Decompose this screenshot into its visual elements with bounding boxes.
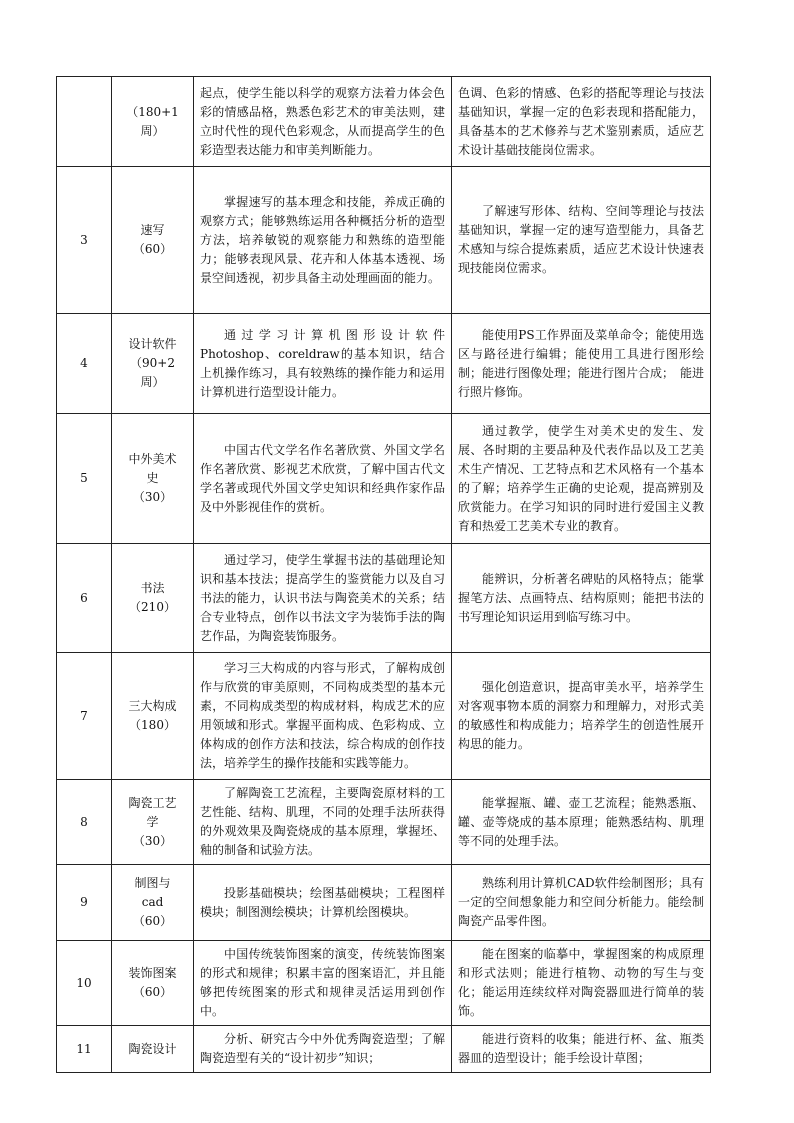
course-name <box>112 1026 194 1073</box>
course-name-line: 周） <box>140 375 165 389</box>
course-requirement-text: 能掌握瓶、罐、壶工艺流程；能熟悉瓶、罐、壶等烧成的基本原理；能熟悉结构、肌理等不同的处理手法。 <box>458 795 704 848</box>
course-name-line: 陶瓷工艺 <box>128 795 177 810</box>
course-content <box>194 414 452 544</box>
course-name-line: 速写 <box>140 223 165 237</box>
course-name-line: 学 <box>146 814 159 829</box>
course-name-line: （60） <box>132 985 173 999</box>
table-row <box>57 77 711 167</box>
course-requirement-text: 了解速写形体、结构、空间等理论与技法基础知识，掌握一定的速写造型能力，具备艺术感知与综合提炼素质，适应艺术设计快速表现技能岗位需求。 <box>458 204 704 275</box>
course-name-line: 设计软件 <box>128 337 177 351</box>
course-requirement-text: 能进行资料的收集；能进行杯、盆、瓶类器皿的造型设计；能手绘设计草图； <box>458 1032 704 1065</box>
course-content-text: 投影基础模块；绘图基础模块；工程图样模块；制图测绘模块；计算机绘图模块。 <box>200 885 445 919</box>
course-requirement <box>452 414 711 544</box>
course-name-line: （180+1 <box>126 104 179 119</box>
course-requirement-text: 能辨识，分析著名碑贴的风格特点；能掌握笔方法、点画特点、结构原则；能把书法的书写理论知识运用到临写练习中。 <box>458 571 704 624</box>
course-table <box>56 76 711 1073</box>
row-number: 9 <box>57 865 112 941</box>
course-content <box>194 653 452 780</box>
course-content-text: 起点，使学生能以科学的观察方法着力体会色彩的情感品格，熟悉色彩艺术的审美法则，建立时代性的现代色彩观念，从而提高学生的色彩造型表达能力和审美判断能力。 <box>200 85 445 157</box>
course-content-text: 分析、研究古今中外优秀陶瓷造型；了解陶瓷造型有关的“设计初步”知识； <box>200 1032 445 1065</box>
table-row <box>57 865 711 941</box>
row-number <box>57 77 112 167</box>
course-requirement-text: 色调、色彩的情感、色彩的搭配等理论与技法基础知识，掌握一定的色彩表现和搭配能力，具备基本的艺术修养与艺术鉴别素质，适应艺术设计基础技能岗位需求。 <box>458 85 704 157</box>
course-requirement-text: 强化创造意识，提高审美水平，培养学生对客观事物本质的洞察力和理解力，对形式美的敏感性和构成能力；培养学生的创造性展开构思的能力。 <box>458 680 704 751</box>
course-content-text: 学习三大构成的内容与形式，了解构成创作与欣赏的审美原则，不同构成类型的基本元素，不同构成类型的构成材料，构成艺术的应用领域和形式。掌握平面构成、色彩构成、立体构成的创作方法和技法，综合构成的创作技法，培养学生的操作技能和实践等能力。 <box>200 661 445 770</box>
table-row <box>57 167 711 314</box>
course-content <box>194 167 452 314</box>
course-content-text: 掌握速写的基本理念和技能，养成正确的观察方式；能够熟练运用各种概括分析的造型方法，培养敏锐的观察能力和熟练的造型能力；能够表现风景、花卉和人体基本透视、场景空间透视，初步具备主动处理画面的能力。 <box>200 194 445 285</box>
table-row <box>57 653 711 780</box>
course-content <box>194 941 452 1026</box>
course-name <box>112 780 194 865</box>
table-row <box>57 414 711 544</box>
row-number: 6 <box>57 544 112 653</box>
course-requirement <box>452 1026 711 1073</box>
course-requirement <box>452 865 711 941</box>
table-row <box>57 544 711 653</box>
course-name-line: （30） <box>132 490 173 504</box>
course-name-line: 书法 <box>140 581 165 595</box>
row-number: 5 <box>57 414 112 544</box>
course-requirement <box>452 780 711 865</box>
row-number: 11 <box>57 1026 112 1073</box>
course-name <box>112 77 194 167</box>
table-row <box>57 1026 711 1073</box>
row-number: 3 <box>57 167 112 314</box>
table-row <box>57 314 711 414</box>
course-content <box>194 865 452 941</box>
course-name <box>112 865 194 941</box>
course-content <box>194 77 452 167</box>
course-name-line: （60） <box>132 242 173 256</box>
course-requirement <box>452 167 711 314</box>
course-name-line: 陶瓷设计 <box>128 1041 177 1056</box>
row-number: 10 <box>57 941 112 1026</box>
course-requirement <box>452 314 711 414</box>
course-requirement-text: 熟练利用计算机CAD软件绘制图形；具有一定的空间想象能力和空间分析能力。能绘制陶瓷产品零件图。 <box>458 876 704 928</box>
course-requirement-text: 能使用PS工作界面及菜单命令；能使用选区与路径进行编辑；能使用工具进行图形绘制；能进行图像处理；能进行图片合成； 能进行照片修饰。 <box>458 327 705 399</box>
course-name <box>112 167 194 314</box>
course-name-line: 史 <box>146 471 159 485</box>
course-name <box>112 941 194 1026</box>
course-name-line: cad <box>141 895 164 909</box>
course-name-line: 制图与 <box>134 876 171 890</box>
row-number: 7 <box>57 653 112 780</box>
course-name-line: （180） <box>129 718 176 732</box>
course-name-line: 装饰图案 <box>128 966 177 980</box>
table-row <box>57 780 711 865</box>
course-content-text: 中国传统装饰图案的演变，传统装饰图案的形式和规律；积累丰富的图案语汇，并且能够把传统图案的形式和规律灵活运用到创作中。 <box>200 947 445 1018</box>
course-name <box>112 544 194 653</box>
course-name-line: （30） <box>132 833 173 848</box>
course-content <box>194 1026 452 1073</box>
course-requirement <box>452 653 711 780</box>
course-name <box>112 314 194 414</box>
course-content-text: 通过学习，使学生掌握书法的基础理论知识和基本技法；提高学生的鉴赏能力以及自习书法的能力，认识书法与陶瓷美术的关系；结合专业特点，创作以书法文字为装饰手法的陶艺作品，为陶瓷装饰服务。 <box>200 552 445 643</box>
table-row <box>57 941 711 1026</box>
course-name-line: （60） <box>132 914 173 928</box>
course-requirement <box>452 941 711 1026</box>
course-content <box>194 780 452 865</box>
course-requirement-text: 通过教学，使学生对美术史的发生、发展、各时期的主要品种及代表作品以及工艺美术生产情况、工艺特点和艺术风格有一个基本的了解；培养学生正确的史论观，提高辨别及欣赏能力。在学习知识的同时进行爱国主义教育和热爱工艺美术专业的教育。 <box>458 423 704 533</box>
course-name <box>112 653 194 780</box>
course-requirement <box>452 77 711 167</box>
row-number: 4 <box>57 314 112 414</box>
course-requirement-text: 能在图案的临摹中，掌握图案的构成原理和形式法则；能进行植物、动物的写生与变化；能运用连续纹样对陶瓷器皿进行简单的装饰。 <box>458 947 704 1018</box>
course-name-line: 三大构成 <box>128 699 177 713</box>
course-name <box>112 414 194 544</box>
course-name-line: 周） <box>140 123 165 138</box>
course-content <box>194 544 452 653</box>
course-content <box>194 314 452 414</box>
course-content-text: 了解陶瓷工艺流程，主要陶瓷原材料的工艺性能、结构、肌理，不同的处理手法所获得的外观效果及陶瓷烧成的基本原理，掌握坯、釉的制备和试验方法。 <box>200 786 445 857</box>
row-number: 8 <box>57 780 112 865</box>
course-requirement <box>452 544 711 653</box>
course-name-line: 中外美术 <box>128 452 177 466</box>
course-name-line: （210） <box>129 600 176 614</box>
course-content-text: 通过学习计算机图形设计软件Photoshop、coreldraw的基本知识，结合上机操作练习，具有较熟练的操作能力和运用计算机进行造型设计能力。 <box>200 327 445 399</box>
course-name-line: （90+2 <box>130 356 175 370</box>
course-content-text: 中国古代文学名作名著欣赏、外国文学名作名著欣赏、影视艺术欣赏，了解中国古代文学名著或现代外国文学史知识和经典作家作品及中外影视佳作的赏析。 <box>200 442 445 514</box>
